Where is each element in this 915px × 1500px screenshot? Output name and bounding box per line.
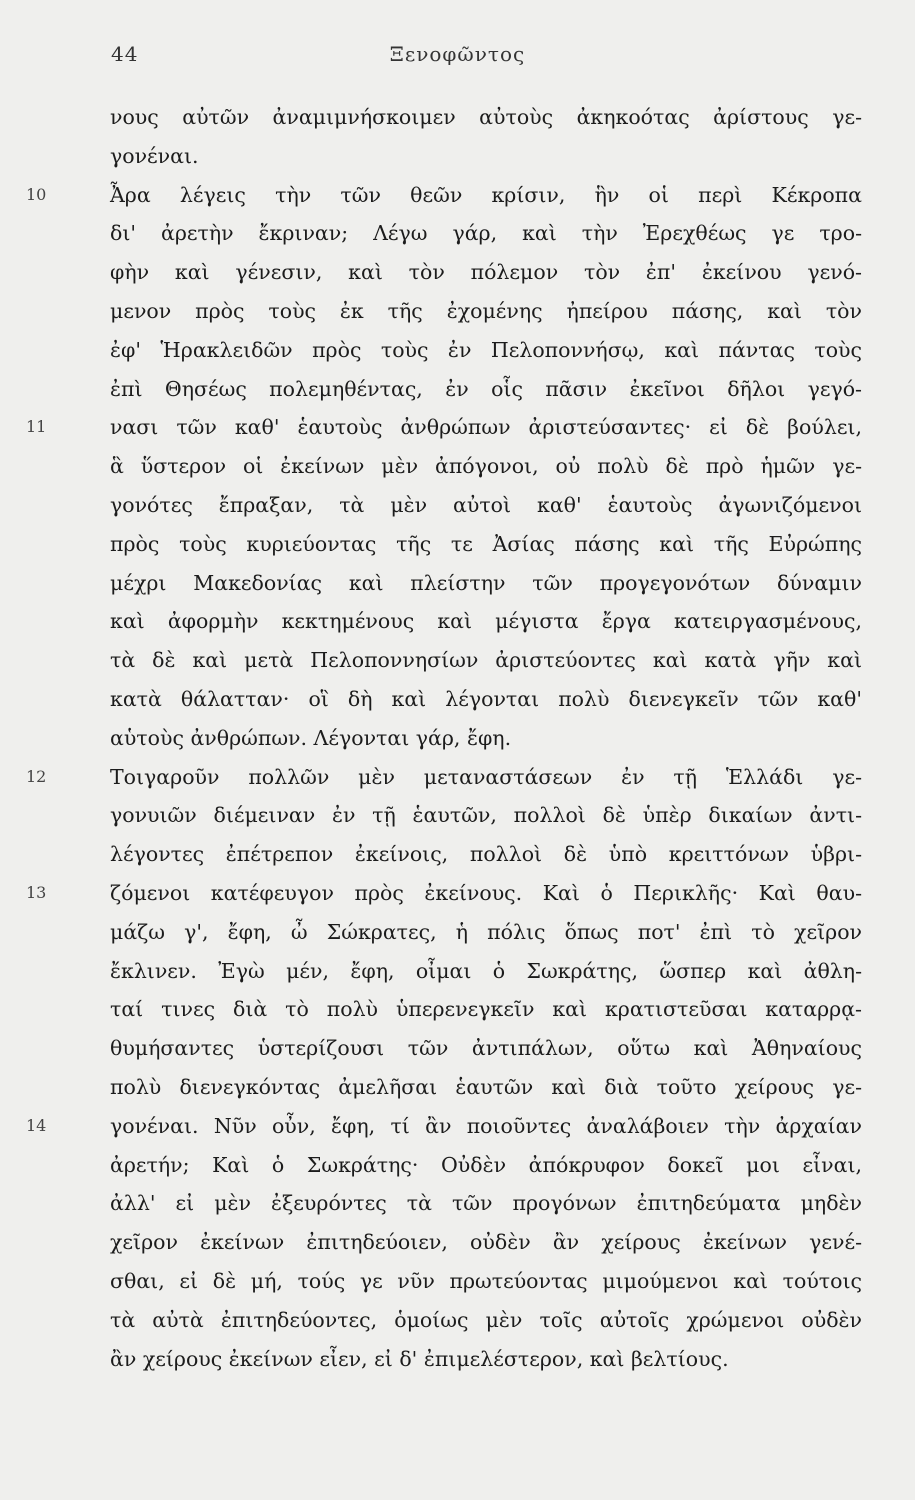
- line-text: ἐπὶ Θησέως πολεμηθέντας, ἐν οἷς πᾶσιν ἐκεῖνοι δῆλοι γεγό-: [110, 376, 862, 401]
- line-text: μενον πρὸς τοὺς ἐκ τῆς ἐχομένης ἠπείρου πάσης, καὶ τὸν: [110, 298, 862, 323]
- text-line: [110, 1029, 862, 1068]
- text-line: [110, 1184, 862, 1223]
- section-number: 12: [26, 766, 47, 786]
- line-text: θυμήσαντες ὑστερίζουσι τῶν ἀντιπάλων, οὕτω καὶ Ἀθηναίους: [110, 1036, 862, 1061]
- line-text: γονέναι.: [110, 143, 199, 168]
- text-line: [110, 719, 862, 758]
- line-text: ἐφ' Ἡρακλειδῶν πρὸς τοὺς ἐν Πελοποννήσῳ, καὶ πάντας τοὺς: [110, 337, 862, 362]
- line-text: Τοιγαροῦν πολλῶν μὲν μεταναστάσεων ἐν τῇ Ἑλλάδι γε-: [110, 764, 862, 789]
- text-line: [110, 331, 862, 370]
- line-text: πρὸς τοὺς κυριεύοντας τῆς τε Ἀσίας πάσης καὶ τῆς Εὐρώπης: [110, 531, 862, 556]
- text-line: [110, 680, 862, 719]
- text-line: [110, 1068, 862, 1107]
- line-text: πολὺ διενεγκόντας ἀμελῆσαι ἑαυτῶν καὶ διὰ τοῦτο χείρους γε-: [110, 1074, 862, 1099]
- line-text: κατὰ θάλατταν· οἳ δὴ καὶ λέγονται πολὺ διενεγκεῖν τῶν καθ': [110, 686, 862, 711]
- text-line: [110, 641, 862, 680]
- section-number: 14: [26, 1115, 47, 1135]
- line-text: γονότες ἔπραξαν, τὰ μὲν αὐτοὶ καθ' ἑαυτοὺς ἀγωνιζόμενοι: [110, 492, 862, 517]
- text-line: [110, 214, 862, 253]
- line-text: τὰ αὐτὰ ἐπιτηδεύοντες, ὁμοίως μὲν τοῖς αὐτοῖς χρώμενοι οὐδὲν: [110, 1307, 862, 1332]
- line-text: τὰ δὲ καὶ μετὰ Πελοποννησίων ἀριστεύοντες καὶ κατὰ γῆν καὶ: [110, 648, 862, 673]
- line-text: μάζω γ', ἔφη, ὦ Σώκρατες, ἡ πόλις ὅπως ποτ' ἐπὶ τὸ χεῖρον: [110, 919, 862, 944]
- line-text: γονυιῶν διέμειναν ἐν τῇ ἑαυτῶν, πολλοὶ δὲ ὑπὲρ δικαίων ἀντι-: [110, 803, 862, 828]
- text-line: [26, 176, 862, 215]
- line-text: ἀρετήν; Καὶ ὁ Σωκράτης· Οὐδὲν ἀπόκρυφον δοκεῖ μοι εἶναι,: [110, 1152, 862, 1177]
- line-text: νασι τῶν καθ' ἑαυτοὺς ἀνθρώπων ἀριστεύσαντες· εἰ δὲ βούλει,: [110, 415, 862, 440]
- text-line: [110, 525, 862, 564]
- text-line: [110, 952, 862, 991]
- text-line: [110, 1223, 862, 1262]
- line-text: ἂν χείρους ἐκείνων εἶεν, εἰ δ' ἐπιμελέστερον, καὶ βελτίους.: [110, 1346, 729, 1371]
- text-line: [110, 370, 862, 409]
- line-text: μέχρι Μακεδονίας καὶ πλείστην τῶν προγεγονότων δύναμιν: [110, 570, 862, 595]
- line-text: ἀλλ' εἰ μὲν ἐξευρόντες τὰ τῶν προγόνων ἐπιτηδεύματα μηδὲν: [110, 1191, 862, 1216]
- section-number: 13: [26, 882, 47, 902]
- main-text: [26, 98, 862, 1378]
- line-text: λέγοντες ἐπέτρεπον ἐκείνοις, πολλοὶ δὲ ὑπὸ κρειττόνων ὑβρι-: [110, 842, 862, 867]
- text-line: [110, 796, 862, 835]
- text-line: [110, 564, 862, 603]
- line-text: καὶ ἀφορμὴν κεκτημένους καὶ μέγιστα ἔργα κατειργασμένους,: [110, 609, 862, 634]
- line-text: ἃ ὕστερον οἱ ἐκείνων μὲν ἀπόγονοι, οὐ πολὺ δὲ πρὸ ἡμῶν γε-: [110, 454, 862, 479]
- page-number: 44: [111, 42, 139, 66]
- text-line: [110, 447, 862, 486]
- line-text: νους αὐτῶν ἀναμιμνήσκοιμεν αὐτοὺς ἀκηκοότας ἀρίστους γε-: [110, 105, 862, 129]
- running-head: Ξενοφῶντος: [389, 42, 526, 66]
- text-line: [110, 1262, 862, 1301]
- text-line: [110, 1340, 862, 1379]
- text-line: [110, 137, 862, 176]
- text-line: [110, 1146, 862, 1185]
- text-line: [110, 98, 862, 137]
- text-line: [110, 602, 862, 641]
- line-text: ταί τινες διὰ τὸ πολὺ ὑπερενεγκεῖν καὶ κρατιστεῦσαι καταρρᾳ-: [110, 997, 862, 1022]
- line-text: χεῖρον ἐκείνων ἐπιτηδεύοιεν, οὐδὲν ἂν χείρους ἐκείνων γενέ-: [110, 1230, 862, 1255]
- text-line: [26, 874, 862, 913]
- line-text: αὑτοὺς ἀνθρώπων. Λέγονται γάρ, ἔφη.: [110, 725, 512, 750]
- text-line: [110, 253, 862, 292]
- text-line: [26, 758, 862, 797]
- line-text: δι' ἀρετὴν ἔκριναν; Λέγω γάρ, καὶ τὴν Ἐρεχθέως γε τρο-: [110, 221, 862, 246]
- line-text: σθαι, εἰ δὲ μή, τούς γε νῦν πρωτεύοντας μιμούμενοι καὶ τούτοις: [110, 1268, 862, 1293]
- text-line: [110, 835, 862, 874]
- section-number: 10: [26, 184, 47, 204]
- line-text: Ἆρα λέγεις τὴν τῶν θεῶν κρίσιν, ἣν οἱ περὶ Κέκροπα: [110, 182, 862, 207]
- text-line: [110, 486, 862, 525]
- text-line: [26, 408, 862, 447]
- line-text: φὴν καὶ γένεσιν, καὶ τὸν πόλεμον τὸν ἐπ' ἐκείνου γενό-: [110, 260, 862, 285]
- line-text: γονέναι. Νῦν οὖν, ἔφη, τί ἂν ποιοῦντες ἀναλάβοιεν τὴν ἀρχαίαν: [110, 1113, 862, 1138]
- section-number: 11: [26, 417, 47, 437]
- text-line: [110, 990, 862, 1029]
- text-line: [110, 292, 862, 331]
- line-text: ζόμενοι κατέφευγον πρὸς ἐκείνους. Καὶ ὁ Περικλῆς· Καὶ θαυ-: [110, 880, 862, 905]
- text-line: [110, 913, 862, 952]
- text-line: [110, 1301, 862, 1340]
- line-text: ἔκλινεν. Ἐγὼ μέν, ἔφη, οἶμαι ὁ Σωκράτης, ὥσπερ καὶ ἀθλη-: [110, 958, 862, 983]
- text-line: [26, 1107, 862, 1146]
